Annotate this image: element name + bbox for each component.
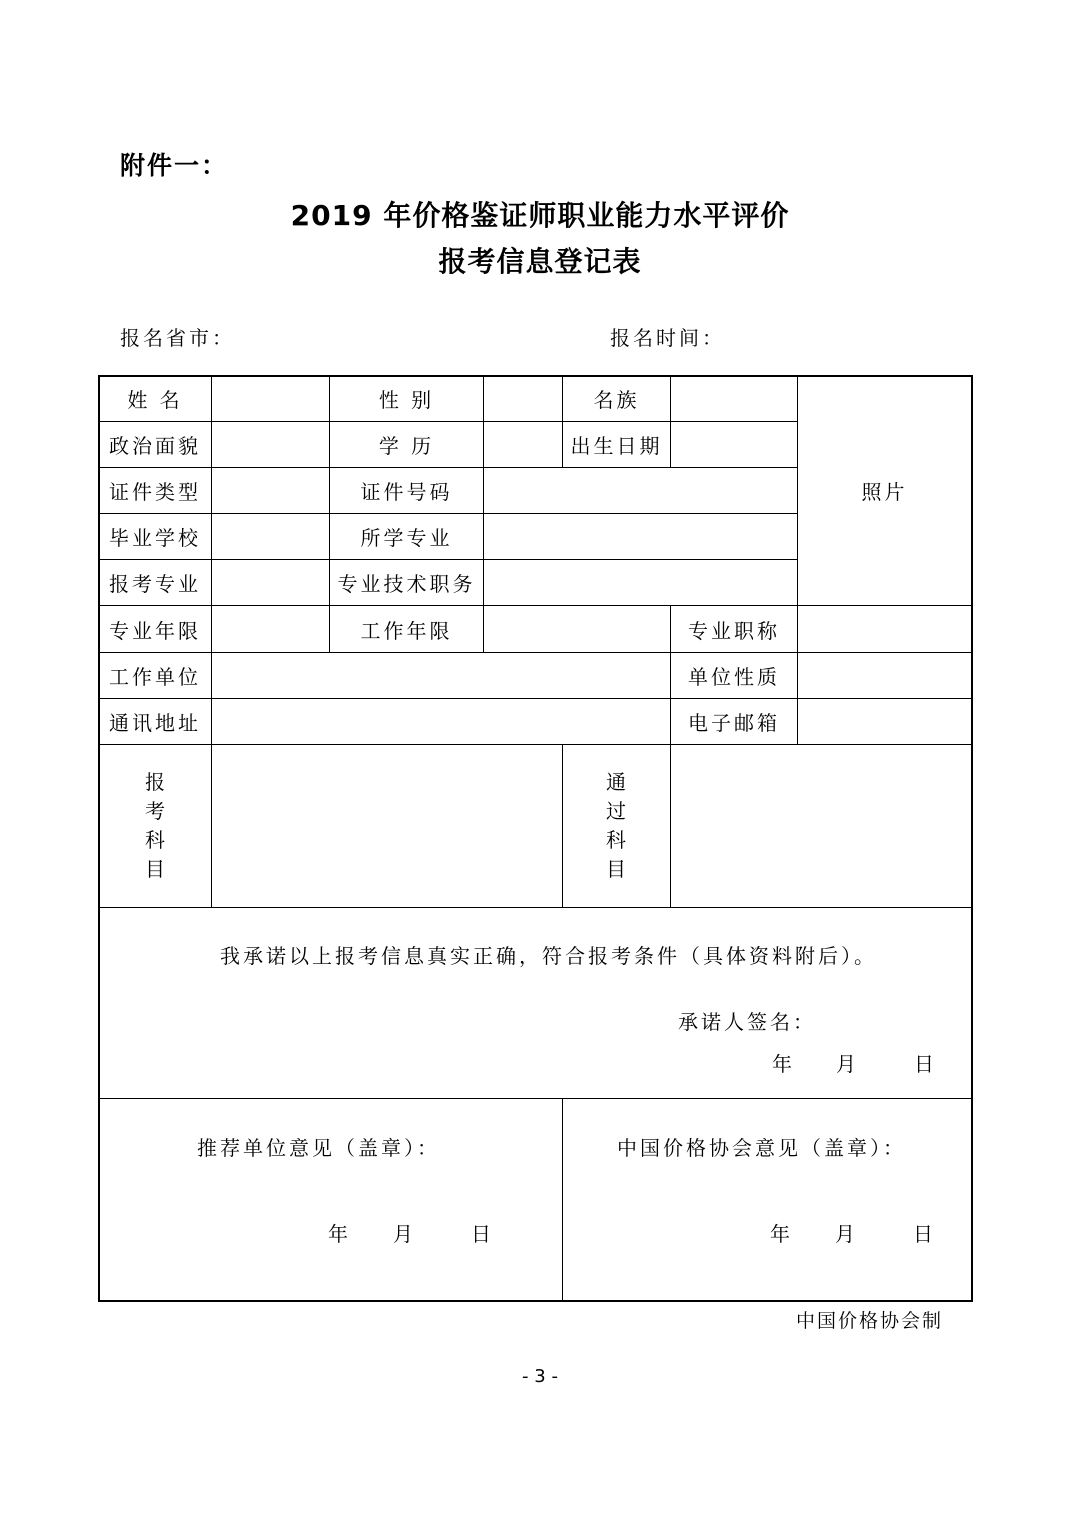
label-work-years: 工作年限 <box>360 618 453 643</box>
form-subtitle: 报考信息登记表 <box>438 245 642 278</box>
association-month: 月 <box>835 1222 858 1246</box>
field-ethnicity[interactable] <box>671 376 797 421</box>
pledge-statement: 我承诺以上报考信息真实正确，符合报考条件（具体资料附后）。 <box>220 944 877 968</box>
field-passed-subjects[interactable] <box>671 745 971 907</box>
exam-subjects-char: 科 <box>145 828 165 852</box>
page-number: - 3 - <box>522 1366 558 1387</box>
passed-subjects-char: 通 <box>606 770 626 794</box>
table-border-right <box>971 375 973 1302</box>
exam-subjects-char: 考 <box>145 799 165 823</box>
province-label: 报名省市： <box>120 326 235 350</box>
recommender-opinion-label: 推荐单位意见（盖章）： <box>197 1136 440 1160</box>
signature-label: 承诺人签名： <box>678 1010 816 1034</box>
form-maker: 中国价格协会制 <box>796 1310 944 1332</box>
label-major: 所学专业 <box>360 526 453 550</box>
label-email: 电子邮箱 <box>688 711 780 735</box>
col-line <box>562 1098 563 1302</box>
col-line <box>562 744 563 907</box>
label-employer: 工作单位 <box>109 665 201 689</box>
form-title: 2019 年价格鉴证师职业能力水平评价 <box>290 199 790 232</box>
association-opinion-label: 中国价格协会意见（盖章）： <box>617 1136 906 1160</box>
field-work-years[interactable] <box>484 606 670 652</box>
field-education[interactable] <box>484 422 562 467</box>
field-tech-post[interactable] <box>484 560 797 605</box>
time-label: 报名时间： <box>610 326 725 350</box>
label-education: 学 历 <box>378 434 435 458</box>
pledge-year: 年 <box>772 1052 795 1076</box>
exam-subjects-char: 目 <box>145 857 165 881</box>
label-political-status: 政治面貌 <box>109 434 201 458</box>
field-employer[interactable] <box>212 653 670 698</box>
row-line <box>98 1098 973 1099</box>
label-ethnicity: 名族 <box>593 388 640 412</box>
field-birth-date[interactable] <box>671 422 797 467</box>
pledge-month: 月 <box>836 1052 859 1076</box>
recommender-month: 月 <box>393 1222 416 1246</box>
association-day: 日 <box>913 1222 936 1246</box>
label-name: 姓 名 <box>127 388 183 412</box>
label-gender: 性 别 <box>378 388 435 412</box>
signature-field[interactable] <box>798 1004 958 1034</box>
attachment-label: 附件一： <box>120 151 229 180</box>
field-exam-subjects[interactable] <box>212 745 562 907</box>
field-id-type[interactable] <box>212 468 329 513</box>
field-school[interactable] <box>212 514 329 559</box>
field-major-years[interactable] <box>212 606 329 652</box>
field-employer-type[interactable] <box>798 653 971 698</box>
label-address: 通讯地址 <box>109 711 201 735</box>
passed-subjects-char: 过 <box>606 799 626 823</box>
recommender-year: 年 <box>328 1222 351 1246</box>
field-major[interactable] <box>484 514 797 559</box>
label-title: 专业职称 <box>688 618 780 643</box>
passed-subjects-char: 科 <box>606 828 626 852</box>
label-photo: 照片 <box>861 480 908 504</box>
field-title[interactable] <box>798 606 971 652</box>
label-id-number: 证件号码 <box>360 480 453 504</box>
table-border-bottom <box>98 1300 973 1302</box>
passed-subjects-char: 目 <box>606 857 626 881</box>
label-employer-type: 单位性质 <box>688 665 780 689</box>
label-tech-post: 专业技术职务 <box>337 572 476 596</box>
field-address[interactable] <box>212 699 670 744</box>
label-major-years: 专业年限 <box>109 618 201 643</box>
field-exam-major[interactable] <box>212 560 329 605</box>
label-exam-major: 报考专业 <box>109 572 201 596</box>
field-name[interactable] <box>212 376 329 421</box>
field-id-number[interactable] <box>484 468 797 513</box>
field-political-status[interactable] <box>212 422 329 467</box>
row-line <box>98 907 973 908</box>
label-school: 毕业学校 <box>109 526 201 550</box>
pledge-day: 日 <box>914 1052 937 1076</box>
field-email[interactable] <box>798 699 971 744</box>
label-id-type: 证件类型 <box>109 480 201 504</box>
exam-subjects-char: 报 <box>145 770 165 794</box>
recommender-day: 日 <box>471 1222 494 1246</box>
label-birth-date: 出生日期 <box>570 434 663 458</box>
association-year: 年 <box>770 1222 793 1246</box>
field-gender[interactable] <box>484 376 562 421</box>
